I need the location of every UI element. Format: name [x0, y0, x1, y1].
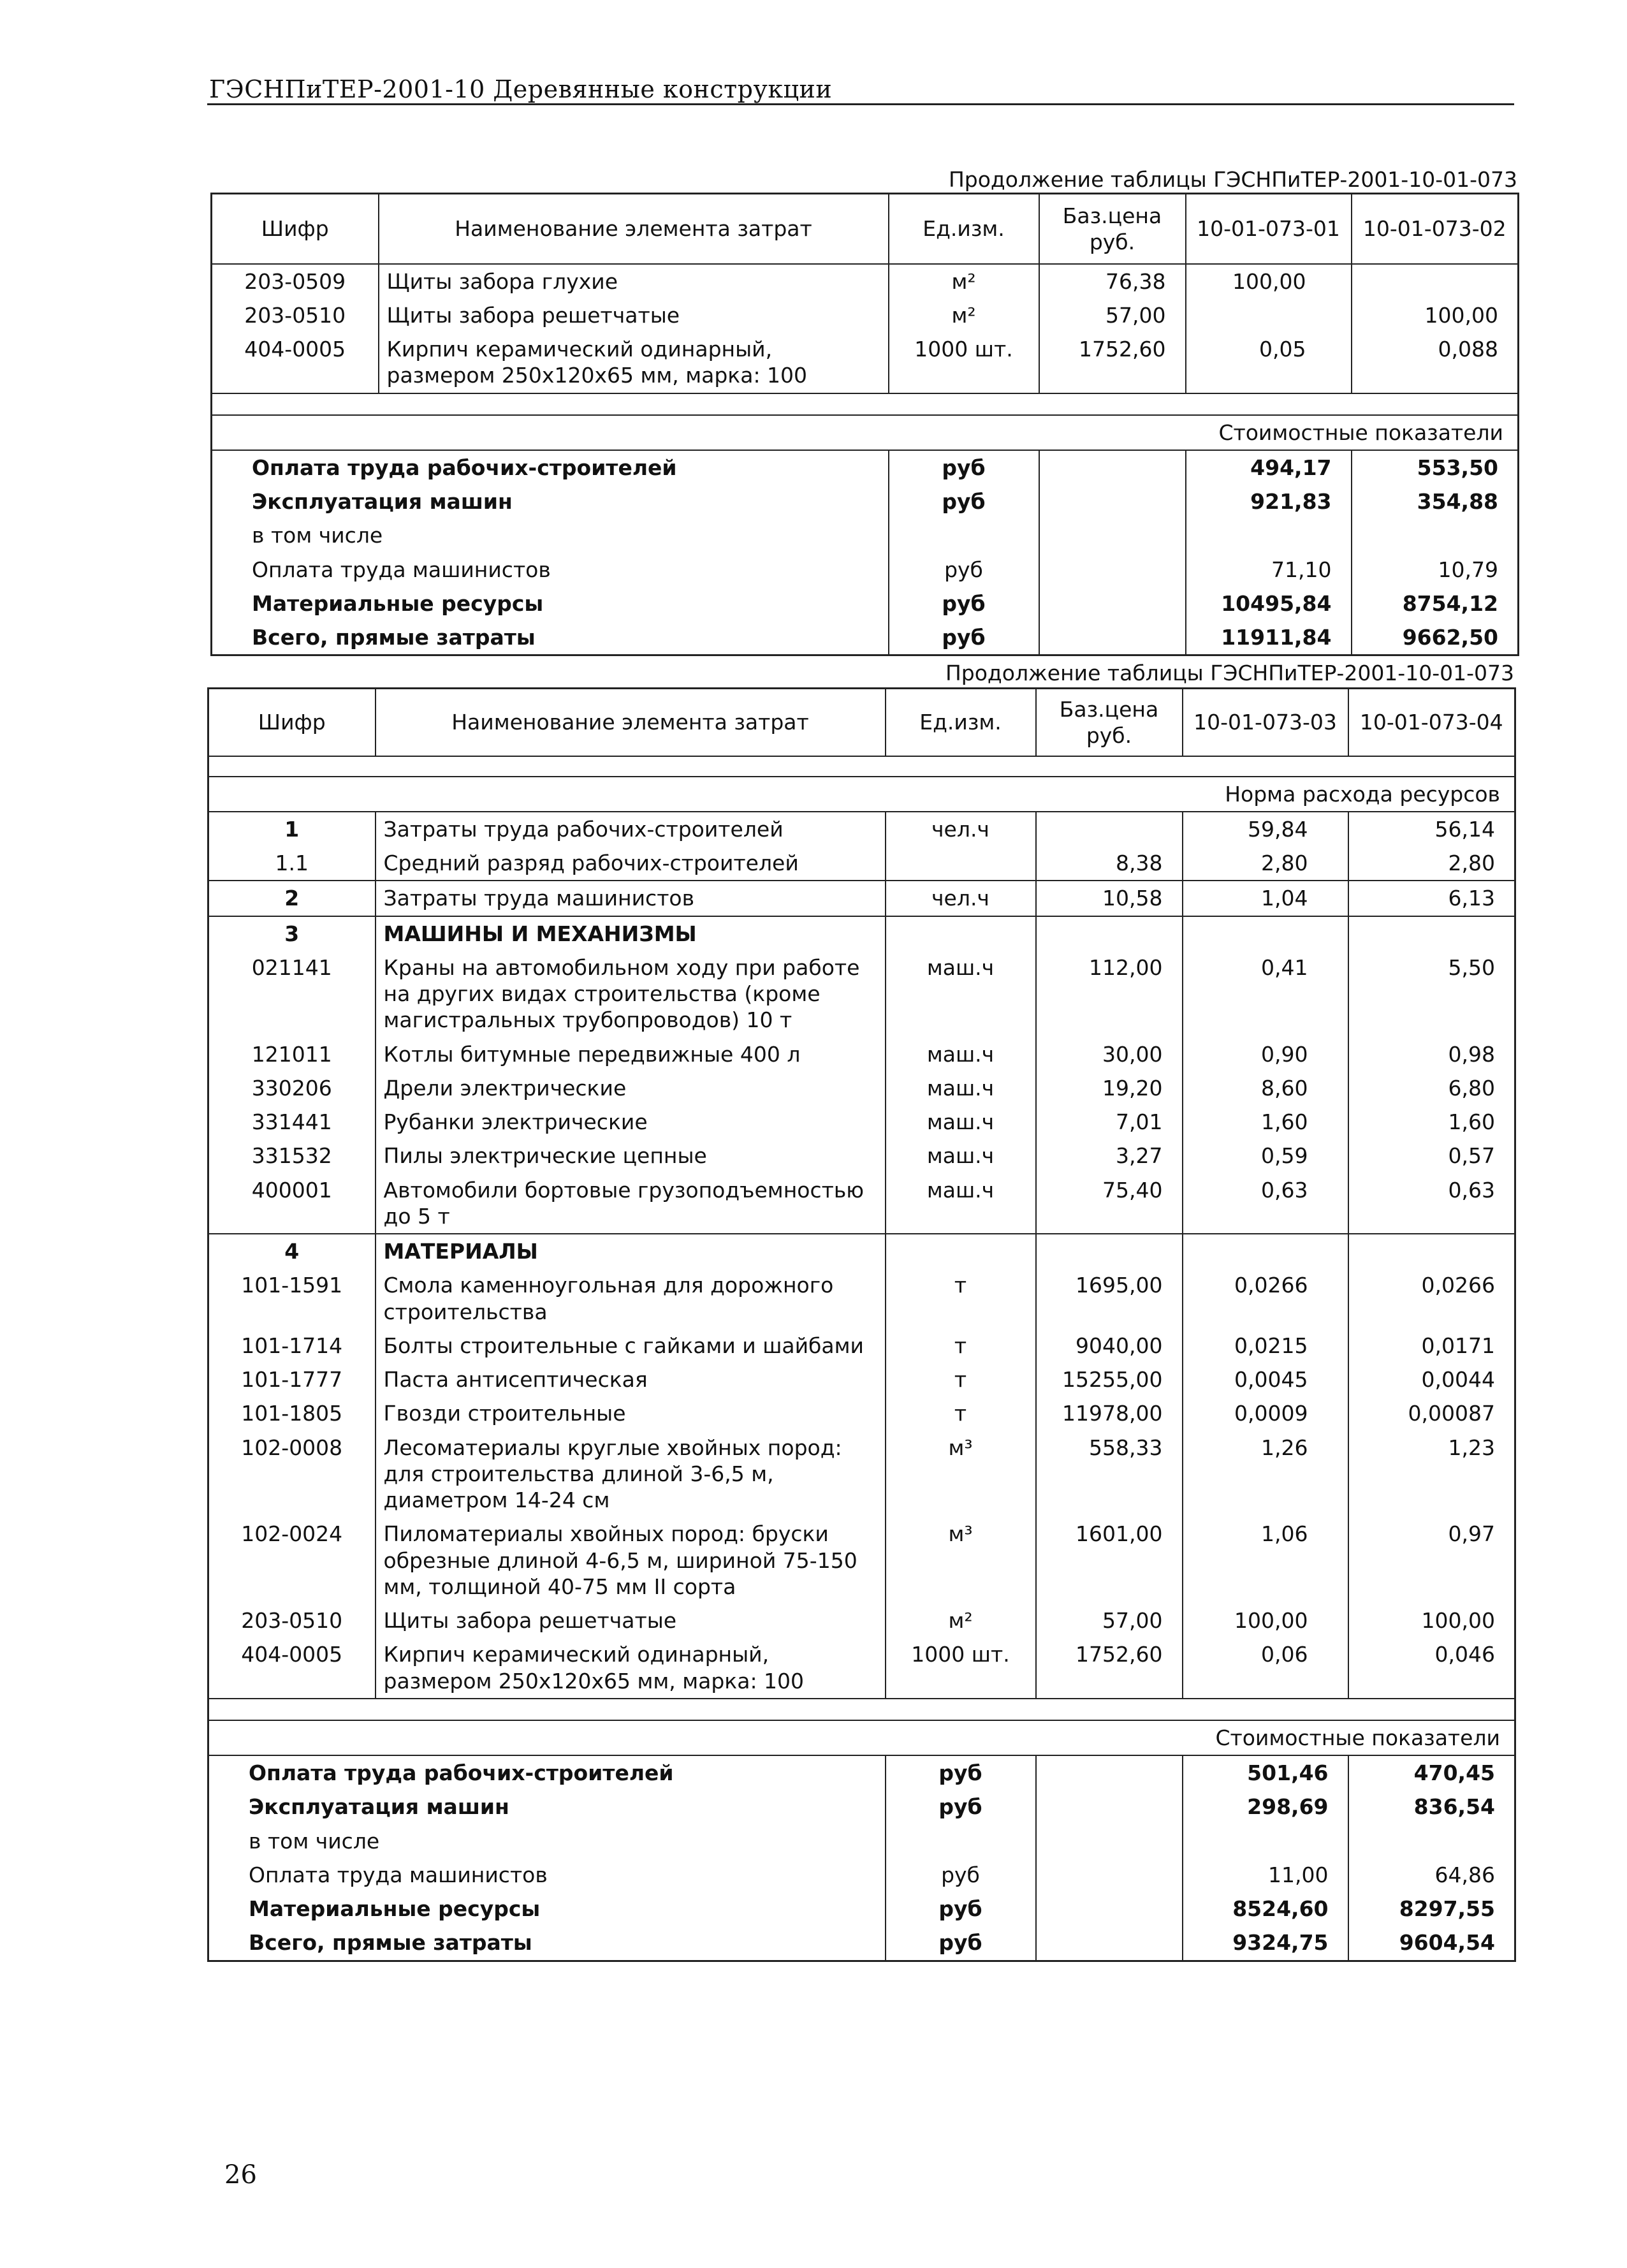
summary-value-1: 921,83 — [1186, 485, 1352, 518]
table2-spacer — [208, 756, 1515, 777]
row-price: 8,38 — [1036, 846, 1183, 881]
summary-unit: руб — [886, 1892, 1036, 1926]
table2-row — [208, 1105, 1515, 1139]
row-value-1: 1,04 — [1183, 881, 1348, 916]
table2-section — [208, 1720, 1515, 1755]
row-unit — [886, 916, 1036, 951]
row-value-2: 6,80 — [1348, 1071, 1515, 1105]
summary-unit: руб — [889, 485, 1039, 518]
row-value-2 — [1348, 1234, 1515, 1268]
summary-unit: руб — [886, 1926, 1036, 1961]
row-price: 558,33 — [1036, 1431, 1183, 1518]
row-code: 102-0024 — [208, 1517, 376, 1604]
summary-value-2: 8297,55 — [1348, 1892, 1515, 1926]
row-name: Пилы электрические цепные — [376, 1139, 886, 1173]
table1-col-v2: 10-01-073-02 — [1352, 194, 1519, 264]
summary-value-1: 494,17 — [1186, 450, 1352, 485]
summary-row — [208, 1892, 1515, 1926]
row-price — [1036, 916, 1183, 951]
row-code: 331532 — [208, 1139, 376, 1173]
row-name: МАШИНЫ И МЕХАНИЗМЫ — [376, 916, 886, 951]
table1-row — [212, 298, 1519, 332]
summary-label: в том числе — [249, 1828, 380, 1854]
table2-row — [208, 881, 1515, 916]
row-code: 331441 — [208, 1105, 376, 1139]
row-value-2: 56,14 — [1348, 812, 1515, 846]
row-name: Средний разряд рабочих-строителей — [376, 846, 886, 881]
row-value-1: 2,80 — [1183, 846, 1348, 881]
table2-norm-section — [208, 777, 1515, 812]
row-value-1: 0,0266 — [1183, 1268, 1348, 1329]
row-unit: т — [886, 1268, 1036, 1329]
summary-value-1: 8524,60 — [1183, 1892, 1348, 1926]
summary-row — [208, 1858, 1515, 1892]
row-code: 203-0510 — [212, 298, 379, 332]
row-name: Болты строительные с гайками и шайбами — [376, 1329, 886, 1363]
row-unit: т — [886, 1396, 1036, 1430]
row-unit: т — [886, 1329, 1036, 1363]
row-price: 57,00 — [1039, 298, 1186, 332]
document-header-title: ГЭСНПиТЕР-2001-10 Деревянные конструкции — [209, 75, 833, 103]
row-value-1 — [1183, 1234, 1348, 1268]
row-value-1: 100,00 — [1183, 1604, 1348, 1637]
summary-label: Материальные ресурсы — [249, 1896, 541, 1921]
row-value-2: 0,00087 — [1348, 1396, 1515, 1430]
row-unit: маш.ч — [886, 951, 1036, 1037]
summary-label: Эксплуатация машин — [252, 489, 513, 514]
table2-row — [208, 1517, 1515, 1604]
summary-price-empty — [1036, 1790, 1183, 1824]
row-price: 1695,00 — [1036, 1268, 1183, 1329]
row-code: 1.1 — [208, 846, 376, 881]
summary-value-2: 9662,50 — [1352, 620, 1519, 655]
row-code: 404-0005 — [212, 332, 379, 393]
summary-unit: руб — [886, 1858, 1036, 1892]
row-name: Котлы битумные передвижные 400 л — [376, 1037, 886, 1071]
table1-section — [212, 415, 1519, 450]
row-name: Лесоматериалы круглые хвойных пород: для строительства длиной 3-6,5 м, диаметром 14-24 см — [376, 1431, 886, 1518]
summary-price-empty — [1039, 587, 1186, 620]
row-unit: м³ — [886, 1517, 1036, 1604]
summary-label: Оплата труда рабочих-строителей — [252, 455, 677, 480]
row-unit — [886, 1234, 1036, 1268]
summary-value-1 — [1183, 1824, 1348, 1858]
table2-header-row — [208, 689, 1515, 756]
row-name: Кирпич керамический одинарный, размером 250х120х65 мм, марка: 100 — [376, 1637, 886, 1699]
spacer-cell — [208, 756, 1515, 777]
summary-value-2: 354,88 — [1352, 485, 1519, 518]
row-value-2: 6,13 — [1348, 881, 1515, 916]
summary-row — [208, 1790, 1515, 1824]
summary-value-2: 553,50 — [1352, 450, 1519, 485]
row-name: Рубанки электрические — [376, 1105, 886, 1139]
row-value-1: 1,26 — [1183, 1431, 1348, 1518]
summary-label: Оплата труда машинистов — [249, 1862, 548, 1887]
summary-value-2: 8754,12 — [1352, 587, 1519, 620]
row-value-1 — [1186, 298, 1352, 332]
row-value-1: 0,06 — [1183, 1637, 1348, 1699]
row-value-1: 0,0215 — [1183, 1329, 1348, 1363]
table1-caption: Продолжение таблицы ГЭСНПиТЕР-2001-10-01-073 — [948, 167, 1517, 192]
row-code: 3 — [208, 916, 376, 951]
table2 — [207, 687, 1516, 1962]
row-price: 1752,60 — [1039, 332, 1186, 393]
row-code: 021141 — [208, 951, 376, 1037]
row-code: 121011 — [208, 1037, 376, 1071]
row-value-1: 0,63 — [1183, 1173, 1348, 1234]
row-code: 2 — [208, 881, 376, 916]
row-price: 1601,00 — [1036, 1517, 1183, 1604]
row-value-2: 0,0266 — [1348, 1268, 1515, 1329]
summary-price-empty — [1036, 1755, 1183, 1790]
row-value-2: 0,63 — [1348, 1173, 1515, 1234]
summary-unit: руб — [889, 620, 1039, 655]
summary-value-1: 11,00 — [1183, 1858, 1348, 1892]
summary-unit: руб — [886, 1790, 1036, 1824]
row-unit: маш.ч — [886, 1173, 1036, 1234]
table1-col-price: Баз.цена руб. — [1039, 194, 1186, 264]
row-value-1: 1,60 — [1183, 1105, 1348, 1139]
row-unit: чел.ч — [886, 881, 1036, 916]
row-name: Кирпич керамический одинарный, размером 250х120х65 мм, марка: 100 — [379, 332, 889, 393]
row-value-1: 0,0009 — [1183, 1396, 1348, 1430]
summary-value-2: 470,45 — [1348, 1755, 1515, 1790]
table1-header-row — [212, 194, 1519, 264]
summary-price-empty — [1036, 1824, 1183, 1858]
table1-col-unit: Ед.изм. — [889, 194, 1039, 264]
row-value-1: 1,06 — [1183, 1517, 1348, 1604]
table2-row — [208, 1071, 1515, 1105]
row-price: 15255,00 — [1036, 1363, 1183, 1396]
summary-price-empty — [1039, 485, 1186, 518]
row-price: 112,00 — [1036, 951, 1183, 1037]
summary-value-1: 11911,84 — [1186, 620, 1352, 655]
row-price: 19,20 — [1036, 1071, 1183, 1105]
row-name: Автомобили бортовые грузоподъемностью до 5 т — [376, 1173, 886, 1234]
row-value-1: 59,84 — [1183, 812, 1348, 846]
row-price: 9040,00 — [1036, 1329, 1183, 1363]
table2-spacer — [208, 1699, 1515, 1720]
table2-row — [208, 1173, 1515, 1234]
table2-caption: Продолжение таблицы ГЭСНПиТЕР-2001-10-01-073 — [945, 661, 1514, 685]
row-unit: маш.ч — [886, 1071, 1036, 1105]
row-name: Пиломатериалы хвойных пород: бруски обрезные длиной 4-6,5 м, шириной 75-150 мм, толщиной 40-75 мм II сорта — [376, 1517, 886, 1604]
row-price: 75,40 — [1036, 1173, 1183, 1234]
row-value-2: 0,046 — [1348, 1637, 1515, 1699]
row-value-2: 0,0044 — [1348, 1363, 1515, 1396]
row-price: 57,00 — [1036, 1604, 1183, 1637]
table2-col-v2: 10-01-073-04 — [1348, 689, 1515, 756]
summary-unit: руб — [889, 587, 1039, 620]
table2-row — [208, 1234, 1515, 1268]
row-code: 102-0008 — [208, 1431, 376, 1518]
summary-value-2: 64,86 — [1348, 1858, 1515, 1892]
table2-row — [208, 1329, 1515, 1363]
row-name: Щиты забора решетчатые — [379, 298, 889, 332]
row-code: 101-1591 — [208, 1268, 376, 1329]
summary-value-1: 501,46 — [1183, 1755, 1348, 1790]
row-value-1: 0,90 — [1183, 1037, 1348, 1071]
table1-section-label: Стоимостные показатели — [212, 415, 1519, 450]
row-value-1: 0,05 — [1186, 332, 1352, 393]
table2-row — [208, 1268, 1515, 1329]
spacer-cell — [212, 393, 1519, 415]
row-code: 203-0509 — [212, 264, 379, 298]
summary-unit: руб — [889, 553, 1039, 587]
table2-row — [208, 846, 1515, 881]
table2-row — [208, 1431, 1515, 1518]
summary-row — [212, 485, 1519, 518]
row-price — [1036, 812, 1183, 846]
summary-price-empty — [1039, 450, 1186, 485]
row-unit: маш.ч — [886, 1139, 1036, 1173]
row-value-2: 5,50 — [1348, 951, 1515, 1037]
table2-row — [208, 812, 1515, 846]
row-value-2: 0,57 — [1348, 1139, 1515, 1173]
summary-row — [208, 1755, 1515, 1790]
summary-value-2: 10,79 — [1352, 553, 1519, 587]
row-name: МАТЕРИАЛЫ — [376, 1234, 886, 1268]
row-code: 400001 — [208, 1173, 376, 1234]
row-unit: 1000 шт. — [889, 332, 1039, 393]
row-name: Щиты забора глухие — [379, 264, 889, 298]
summary-row — [212, 620, 1519, 655]
row-code: 101-1805 — [208, 1396, 376, 1430]
table1-col-name: Наименование элемента затрат — [379, 194, 889, 264]
row-code: 101-1777 — [208, 1363, 376, 1396]
table2-col-unit: Ед.изм. — [886, 689, 1036, 756]
summary-value-2: 9604,54 — [1348, 1926, 1515, 1961]
summary-unit — [889, 518, 1039, 552]
row-value-1: 0,59 — [1183, 1139, 1348, 1173]
row-value-2: 100,00 — [1348, 1604, 1515, 1637]
row-value-2: 2,80 — [1348, 846, 1515, 881]
row-value-2: 0,97 — [1348, 1517, 1515, 1604]
row-code: 330206 — [208, 1071, 376, 1105]
summary-value-1: 9324,75 — [1183, 1926, 1348, 1961]
summary-label: Оплата труда рабочих-строителей — [249, 1760, 674, 1785]
row-unit: т — [886, 1363, 1036, 1396]
row-value-1 — [1183, 916, 1348, 951]
summary-value-2: 836,54 — [1348, 1790, 1515, 1824]
row-price: 10,58 — [1036, 881, 1183, 916]
row-value-2 — [1348, 916, 1515, 951]
table2-section-label: Стоимостные показатели — [208, 1720, 1515, 1755]
summary-value-1: 10495,84 — [1186, 587, 1352, 620]
table2-col-code: Шифр — [208, 689, 376, 756]
summary-unit: руб — [889, 450, 1039, 485]
row-value-1: 0,41 — [1183, 951, 1348, 1037]
summary-row — [208, 1824, 1515, 1858]
table1-col-code: Шифр — [212, 194, 379, 264]
table1-row — [212, 332, 1519, 393]
summary-row — [208, 1926, 1515, 1961]
summary-row — [212, 587, 1519, 620]
summary-value-1: 298,69 — [1183, 1790, 1348, 1824]
summary-row — [212, 553, 1519, 587]
row-unit: маш.ч — [886, 1037, 1036, 1071]
row-unit: м² — [886, 1604, 1036, 1637]
summary-unit: руб — [886, 1755, 1036, 1790]
row-unit: 1000 шт. — [886, 1637, 1036, 1699]
table1-spacer — [212, 393, 1519, 415]
row-value-2: 1,60 — [1348, 1105, 1515, 1139]
summary-price-empty — [1036, 1892, 1183, 1926]
summary-label: Материальные ресурсы — [252, 590, 544, 616]
summary-label: в том числе — [252, 523, 383, 548]
table2-row — [208, 951, 1515, 1037]
table1-col-v1: 10-01-073-01 — [1186, 194, 1352, 264]
row-code: 404-0005 — [208, 1637, 376, 1699]
row-unit: м³ — [886, 1431, 1036, 1518]
row-code: 1 — [208, 812, 376, 846]
row-price: 7,01 — [1036, 1105, 1183, 1139]
row-value-1: 8,60 — [1183, 1071, 1348, 1105]
summary-price-empty — [1039, 553, 1186, 587]
row-name: Гвозди строительные — [376, 1396, 886, 1430]
summary-row — [212, 450, 1519, 485]
row-name: Затраты труда рабочих-строителей — [376, 812, 886, 846]
row-value-1: 0,0045 — [1183, 1363, 1348, 1396]
row-value-2: 0,088 — [1352, 332, 1519, 393]
row-code: 203-0510 — [208, 1604, 376, 1637]
row-name: Щиты забора решетчатые — [376, 1604, 886, 1637]
table2-row — [208, 1363, 1515, 1396]
row-price: 1752,60 — [1036, 1637, 1183, 1699]
table2-row — [208, 1037, 1515, 1071]
row-value-2: 0,98 — [1348, 1037, 1515, 1071]
summary-label: Оплата труда машинистов — [252, 557, 551, 582]
row-name: Дрели электрические — [376, 1071, 886, 1105]
summary-label: Всего, прямые затраты — [249, 1930, 532, 1956]
table2-col-price: Баз.цена руб. — [1036, 689, 1183, 756]
row-value-1: 100,00 — [1186, 264, 1352, 298]
row-unit: маш.ч — [886, 1105, 1036, 1139]
table2-col-name: Наименование элемента затрат — [376, 689, 886, 756]
row-name: Паста антисептическая — [376, 1363, 886, 1396]
row-code: 101-1714 — [208, 1329, 376, 1363]
row-price — [1036, 1234, 1183, 1268]
row-unit: м² — [889, 264, 1039, 298]
header-rule — [207, 103, 1514, 105]
row-unit — [886, 846, 1036, 881]
table2-row — [208, 1637, 1515, 1699]
summary-value-1 — [1186, 518, 1352, 552]
summary-value-2 — [1352, 518, 1519, 552]
summary-value-1: 71,10 — [1186, 553, 1352, 587]
summary-row — [212, 518, 1519, 552]
row-unit: чел.ч — [886, 812, 1036, 846]
summary-price-empty — [1039, 518, 1186, 552]
summary-price-empty — [1036, 1926, 1183, 1961]
table2-norm-section-label: Норма расхода ресурсов — [208, 777, 1515, 812]
row-value-2 — [1352, 264, 1519, 298]
row-code: 4 — [208, 1234, 376, 1268]
row-price: 11978,00 — [1036, 1396, 1183, 1430]
table2-row — [208, 1139, 1515, 1173]
summary-value-2 — [1348, 1824, 1515, 1858]
summary-price-empty — [1039, 620, 1186, 655]
row-value-2: 1,23 — [1348, 1431, 1515, 1518]
summary-unit — [886, 1824, 1036, 1858]
row-price: 76,38 — [1039, 264, 1186, 298]
table1 — [210, 193, 1519, 656]
summary-price-empty — [1036, 1858, 1183, 1892]
table2-row — [208, 1604, 1515, 1637]
spacer-cell — [208, 1699, 1515, 1720]
row-name: Смола каменноугольная для дорожного строительства — [376, 1268, 886, 1329]
row-price: 30,00 — [1036, 1037, 1183, 1071]
row-unit: м² — [889, 298, 1039, 332]
page-number: 26 — [224, 2160, 257, 2190]
summary-label: Эксплуатация машин — [249, 1794, 509, 1820]
row-value-2: 0,0171 — [1348, 1329, 1515, 1363]
table2-row — [208, 1396, 1515, 1430]
row-name: Краны на автомобильном ходу при работе на других видах строительства (кроме магистральных трубопроводов) 10 т — [376, 951, 886, 1037]
row-value-2: 100,00 — [1352, 298, 1519, 332]
table2-row — [208, 916, 1515, 951]
table2-col-v1: 10-01-073-03 — [1183, 689, 1348, 756]
summary-label: Всего, прямые затраты — [252, 625, 536, 650]
row-name: Затраты труда машинистов — [376, 881, 886, 916]
table1-row — [212, 264, 1519, 298]
row-price: 3,27 — [1036, 1139, 1183, 1173]
